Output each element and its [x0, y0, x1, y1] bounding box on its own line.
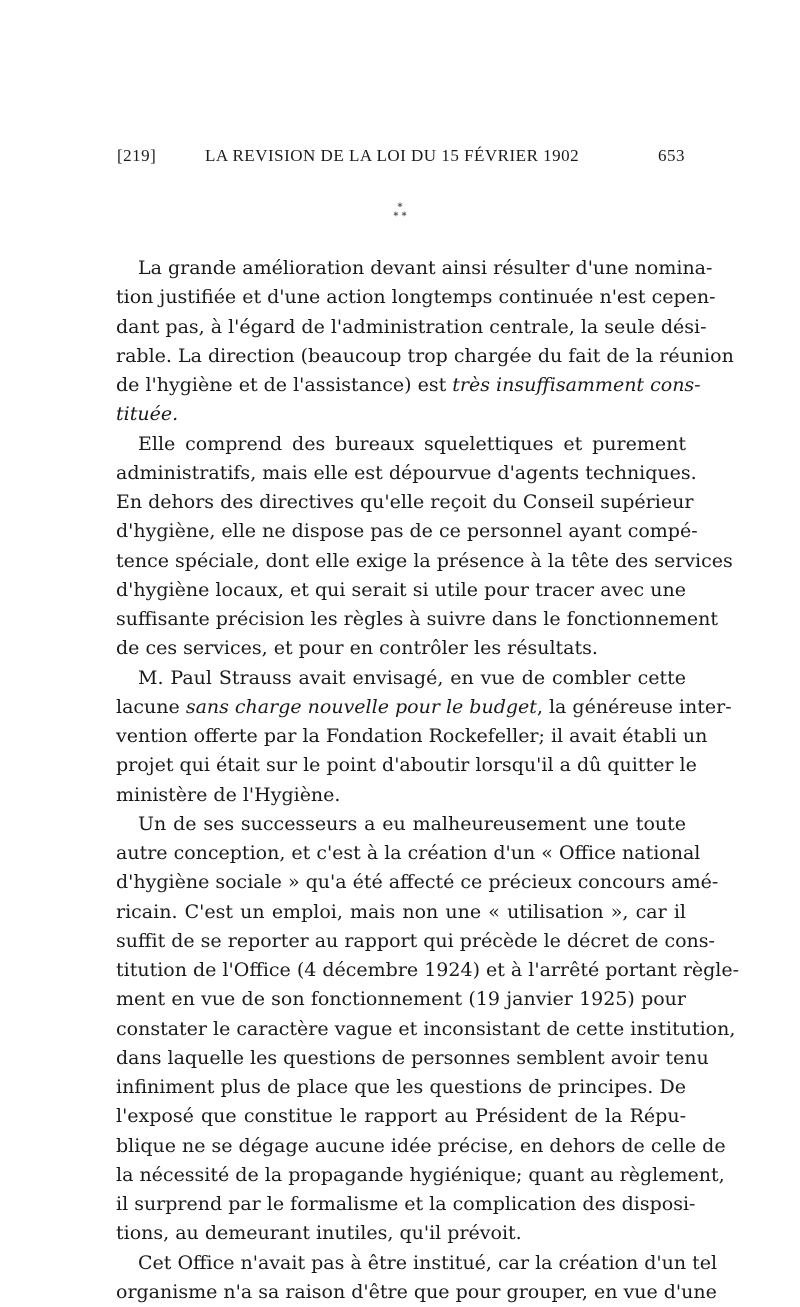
- separator-stars-bottom: * *: [393, 211, 407, 222]
- text-segment: de l'hygiène et de l'assistance) est: [116, 374, 453, 396]
- body-text: [116, 254, 740, 1307]
- text-segment: lacune: [116, 695, 186, 718]
- text-line: La grande amélioration devant ainsi résulter d'une nomina-: [138, 257, 713, 279]
- text-line: Elle comprend des bureaux squelettiques et purement: [138, 432, 686, 455]
- text-line: rable. La direction (beaucoup trop chargée du fait de la réunion: [116, 344, 734, 367]
- text-line: il surprend par le formalisme et la complication des disposi-: [116, 1193, 696, 1215]
- text-line: M. Paul Strauss avait envisagé, en vue de combler cette: [138, 666, 686, 689]
- text-line: titution de l'Office (4 décembre 1924) et à l'arrêté portant règle-: [116, 959, 740, 981]
- folio-number: [219]: [117, 146, 157, 165]
- text-line: suffisante précision les règles à suivre dans le fonctionnement: [116, 608, 719, 630]
- text-line: Un de ses successeurs a eu malheureusement une toute: [138, 812, 686, 835]
- text-line: vention offerte par la Fondation Rockefeller; il avait établi un: [116, 725, 708, 747]
- text-line: Cet Office n'avait pas à être institué, car la création d'un tel: [138, 1251, 718, 1274]
- text-line: ment en vue de son fonctionnement (19 janvier 1925) pour: [116, 988, 686, 1011]
- text-line: suffit de se reporter au rapport qui précède le décret de cons-: [116, 929, 715, 952]
- section-separator: [380, 203, 420, 221]
- text-line: [116, 693, 732, 722]
- page-number: 653: [658, 146, 685, 165]
- text-line: l'exposé que constitue le rapport au Président de la Répu-: [116, 1105, 686, 1128]
- text-line: [116, 400, 686, 429]
- text-line: d'hygiène locaux, et qui serait si utile pour tracer avec une: [116, 578, 686, 601]
- text-segment: , la généreuse inter-: [536, 695, 732, 718]
- text-line: dans laquelle les questions de personnes semblent avoir tenu: [116, 1046, 709, 1069]
- italic-text: très insuffisamment cons-: [452, 374, 701, 396]
- text-line: d'hygiène, elle ne dispose pas de ce personnel ayant compé-: [116, 520, 698, 543]
- italic-text: tituée.: [116, 403, 179, 426]
- text-line: la nécessité de la propagande hygiénique; quant au règlement,: [116, 1163, 725, 1186]
- text-line: tence spéciale, dont elle exige la présence à la tête des services: [116, 549, 733, 572]
- text-line: organisme n'a sa raison d'être que pour grouper, en vue d'une: [116, 1280, 717, 1303]
- text-line: autre conception, et c'est à la création d'un « Office national: [116, 842, 701, 864]
- text-line: tion justifiée et d'une action longtemps continuée n'est cepen-: [116, 286, 716, 309]
- text-line: constater le caractère vague et inconsistant de cette institution,: [116, 1017, 736, 1040]
- text-line: tions, au demeurant inutiles, qu'il prévoit.: [116, 1222, 522, 1245]
- text-line: [116, 371, 701, 400]
- text-line: dant pas, à l'égard de l'administration centrale, la seule dési-: [116, 315, 707, 338]
- text-line: ministère de l'Hygiène.: [116, 783, 341, 806]
- text-line: infiniment plus de place que les questions de principes. De: [116, 1076, 686, 1098]
- text-line: projet qui était sur le point d'aboutir lorsqu'il a dû quitter le: [116, 754, 697, 777]
- text-line: ricain. C'est un emploi, mais non une « utilisation », car il: [116, 900, 686, 923]
- text-line: de ces services, et pour en contrôler les résultats.: [116, 637, 598, 660]
- text-line: En dehors des directives qu'elle reçoit du Conseil supérieur: [116, 491, 694, 513]
- page-header: [117, 146, 685, 172]
- text-line: d'hygiène sociale » qu'a été affecté ce précieux concours amé-: [116, 871, 719, 894]
- running-title: LA REVISION DE LA LOI DU 15 FÉVRIER 1902: [205, 146, 580, 165]
- text-line: blique ne se dégage aucune idée précise, en dehors de celle de: [116, 1134, 726, 1157]
- separator-star-top: *: [397, 202, 403, 213]
- text-line: administratifs, mais elle est dépourvue d'agents techniques.: [116, 461, 697, 484]
- italic-text: sans charge nouvelle pour le budget: [185, 695, 537, 718]
